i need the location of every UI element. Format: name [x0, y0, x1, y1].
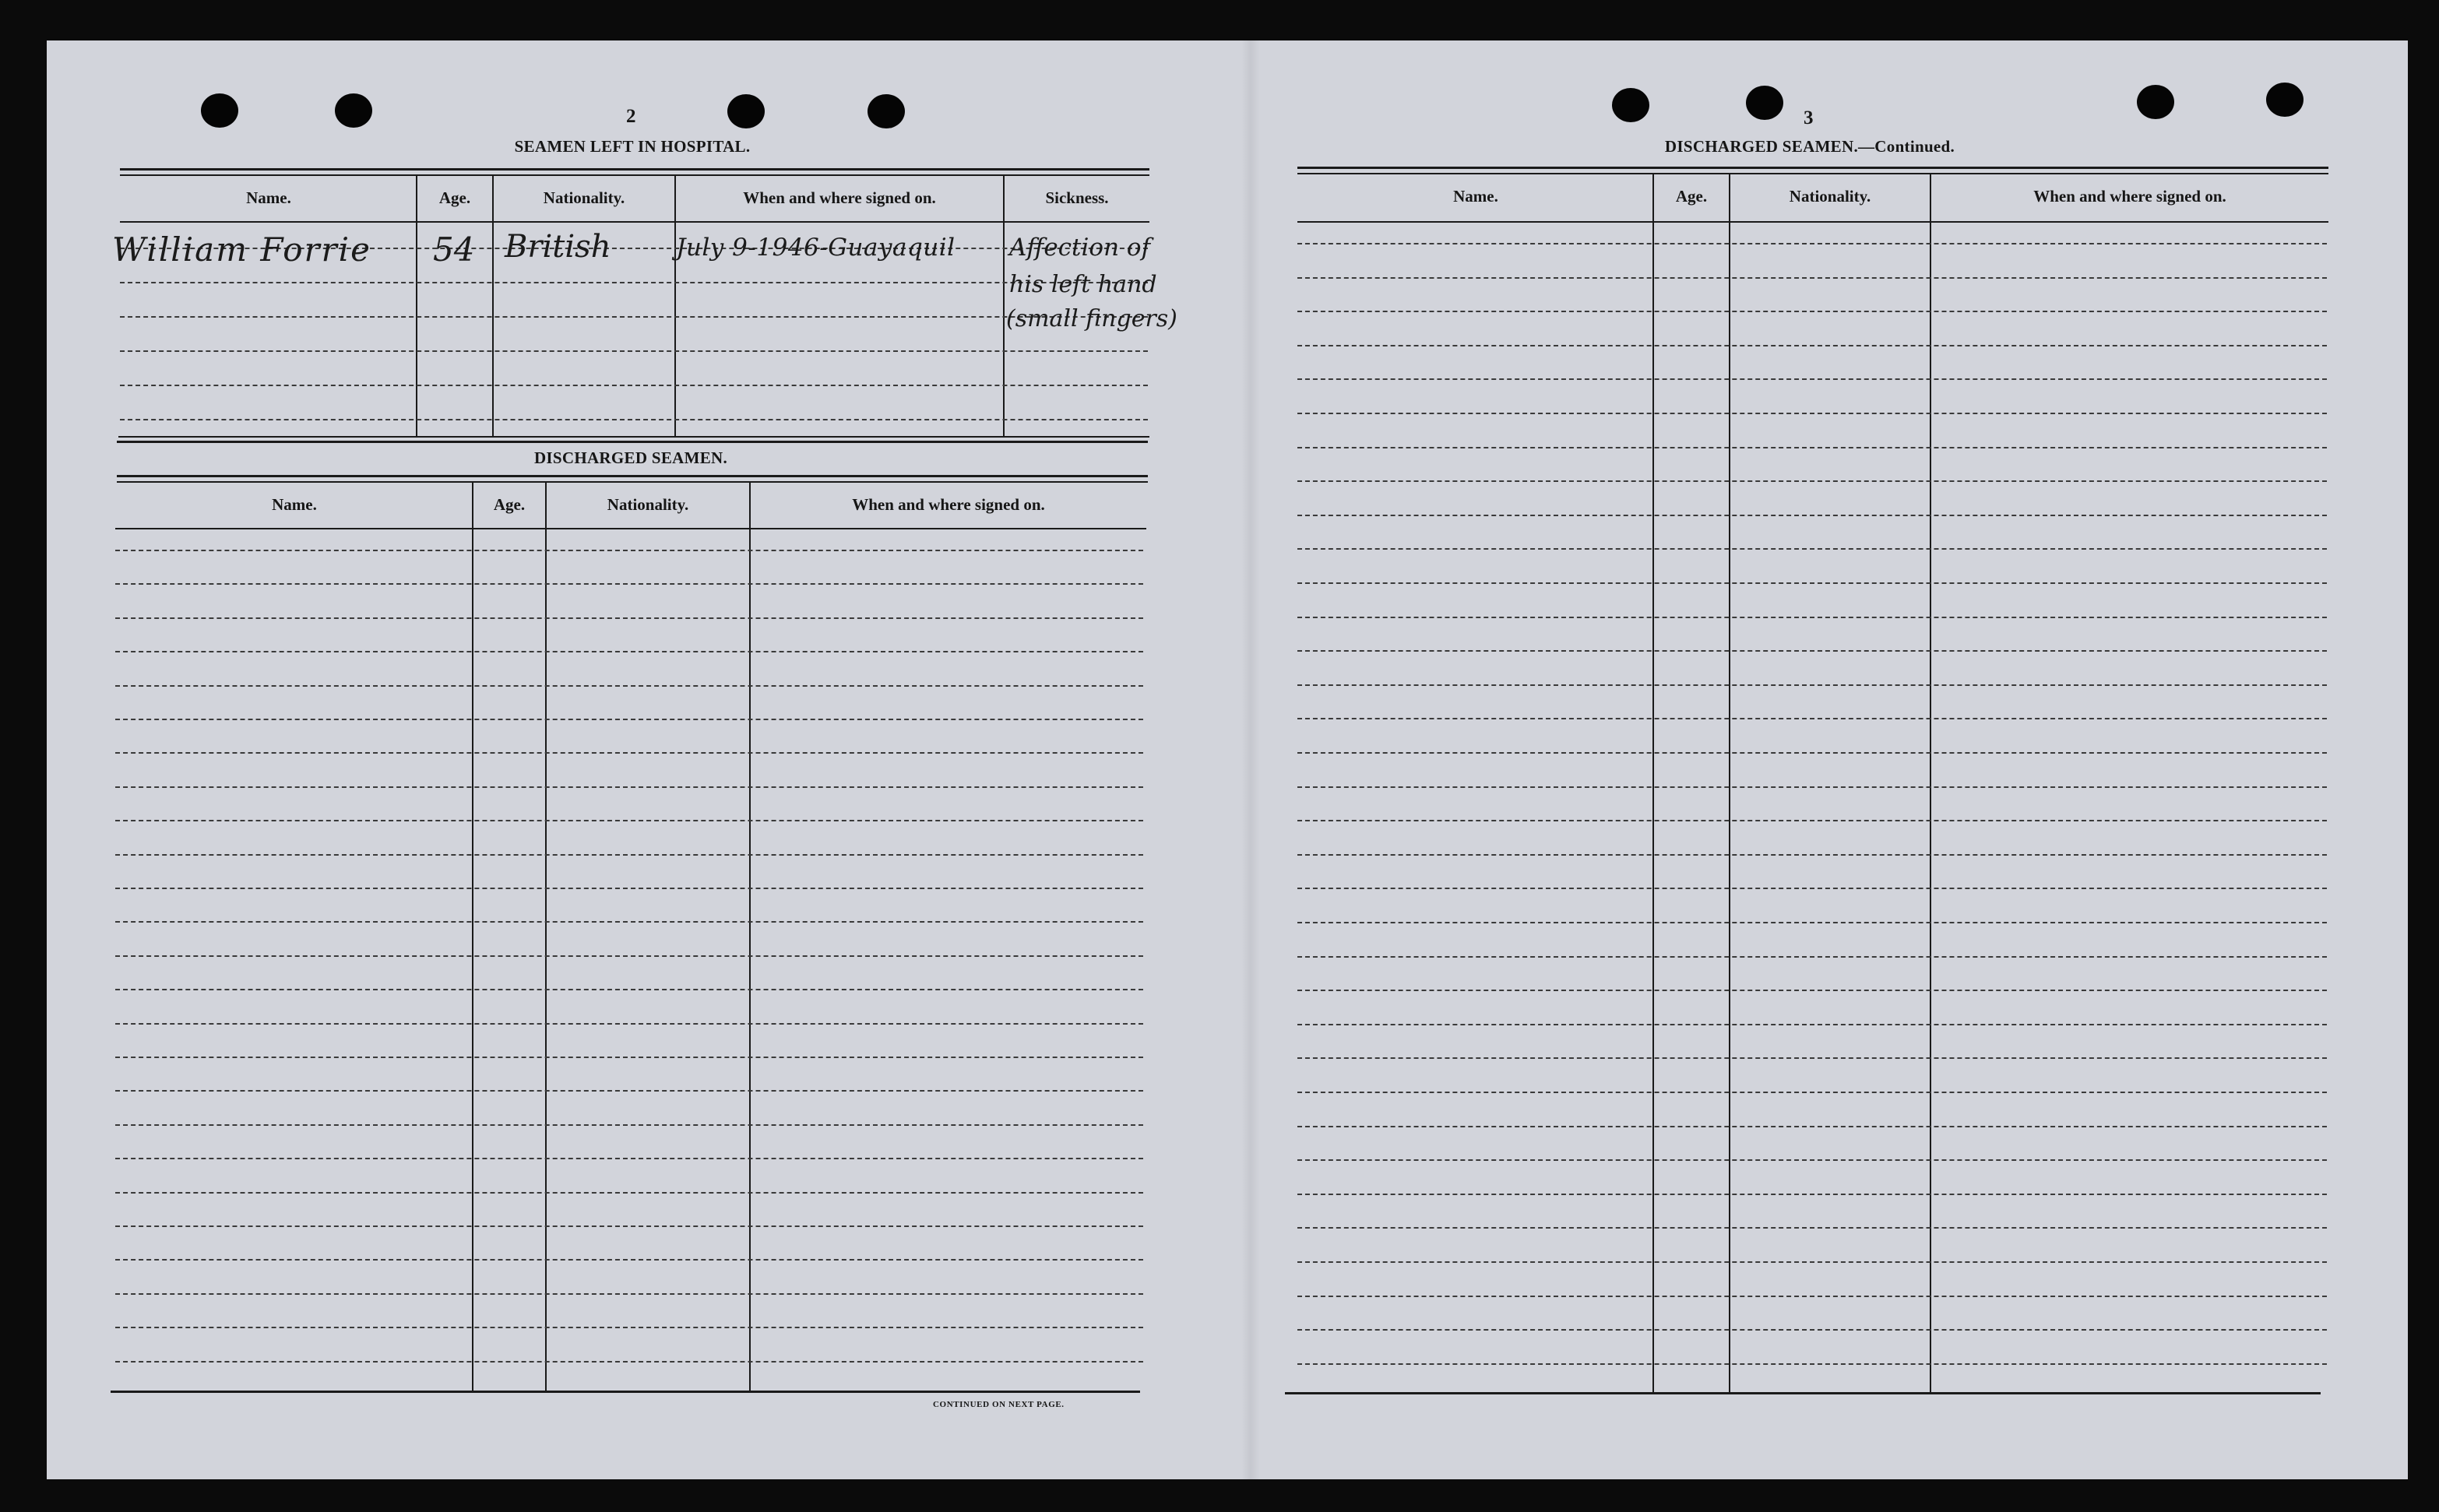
discharged-bottom-rule [111, 1391, 1140, 1393]
ruled-line [1297, 413, 2327, 414]
hospital-col-divider [1003, 174, 1005, 436]
ruled-line [1297, 1261, 2327, 1263]
hospital-entry-sickness-1: Affection of [1009, 234, 1151, 262]
hospital-section-title: SEAMEN LEFT IN HOSPITAL. [514, 137, 751, 156]
hospital-col-divider [492, 174, 494, 436]
right-bottom-rule [1285, 1392, 2321, 1394]
ruled-line [1297, 922, 2327, 923]
right-top-rule [1297, 167, 2328, 169]
ruled-line [115, 752, 1143, 754]
discharged-header-nationality: Nationality. [607, 495, 689, 514]
manifest-sheet [47, 40, 2408, 1479]
hospital-header-signed-on: When and where signed on. [743, 188, 936, 207]
ruled-line [1297, 243, 2327, 244]
right-section-title: DISCHARGED SEAMEN.—Continued. [1664, 137, 1955, 156]
ruled-line [115, 989, 1143, 990]
hospital-col-divider [674, 174, 676, 436]
hospital-entry-nationality: British [505, 229, 611, 265]
discharged-sub-rule-thin [117, 481, 1148, 483]
right-col-divider [1930, 173, 1931, 1392]
ruled-line [1297, 990, 2327, 991]
right-header-signed-on: When and where signed on. [2033, 187, 2226, 206]
continued-note: CONTINUED ON NEXT PAGE. [933, 1400, 1065, 1409]
ruled-line [120, 385, 1148, 386]
punch-hole [2137, 85, 2174, 119]
ruled-line [1297, 548, 2327, 550]
ruled-line [1297, 311, 2327, 312]
ruled-line [1297, 854, 2327, 856]
hospital-header-rule [120, 221, 1149, 223]
ruled-line [1297, 718, 2327, 719]
punch-hole [1612, 88, 1649, 122]
ruled-line [115, 955, 1143, 957]
discharged-sub-rule [117, 475, 1148, 477]
ruled-line [115, 1327, 1143, 1328]
ruled-line [115, 854, 1143, 856]
discharged-header-rule [115, 528, 1146, 529]
ruled-line [1297, 1227, 2327, 1229]
ruled-line [1297, 515, 2327, 516]
ruled-line [115, 583, 1143, 585]
discharged-header-name: Name. [272, 495, 317, 514]
ruled-line [120, 282, 1148, 283]
ruled-line [115, 1225, 1143, 1227]
punch-hole [2266, 83, 2304, 117]
ruled-line [115, 617, 1143, 619]
ruled-line [1297, 1057, 2327, 1059]
ruled-line [115, 651, 1143, 652]
hospital-entry-sickness-3: (small fingers) [1006, 305, 1177, 332]
ruled-line [1297, 650, 2327, 652]
hospital-entry-name: William Forrie [112, 230, 371, 269]
ruled-line [115, 1293, 1143, 1295]
ruled-line [120, 316, 1148, 318]
hospital-bottom-rule [118, 436, 1149, 438]
hospital-top-rule [120, 168, 1149, 171]
ruled-line [1297, 888, 2327, 889]
ruled-line [115, 1158, 1143, 1159]
ruled-line [115, 888, 1143, 889]
hospital-top-rule-thin [120, 174, 1149, 176]
ruled-line [1297, 1363, 2327, 1365]
ruled-line [115, 1090, 1143, 1092]
ruled-line [115, 685, 1143, 687]
hospital-header-nationality: Nationality. [543, 188, 625, 207]
ruled-line [1297, 820, 2327, 821]
hospital-header-sickness: Sickness. [1045, 188, 1109, 207]
ruled-line [1297, 1092, 2327, 1093]
ruled-line [1297, 617, 2327, 618]
hospital-header-age: Age. [438, 188, 471, 207]
hospital-entry-sickness-2: his left hand [1009, 271, 1157, 298]
ruled-line [115, 1023, 1143, 1025]
discharged-header-age: Age. [493, 495, 526, 514]
ruled-line [115, 1259, 1143, 1261]
ruled-line [115, 719, 1143, 720]
ruled-line [115, 786, 1143, 788]
ruled-line [115, 550, 1143, 551]
hospital-col-divider [416, 174, 417, 436]
ruled-line [115, 1124, 1143, 1126]
ruled-line [1297, 378, 2327, 380]
ruled-line [115, 921, 1143, 923]
hospital-entry-age: 54 [433, 230, 475, 269]
ruled-line [120, 419, 1148, 420]
page-gutter [1241, 40, 1260, 1479]
punch-hole [868, 94, 905, 128]
right-col-divider [1652, 173, 1654, 1392]
right-header-nationality: Nationality. [1789, 187, 1871, 206]
ruled-line [1297, 480, 2327, 482]
right-header-rule [1297, 221, 2328, 223]
right-header-age: Age. [1675, 187, 1708, 206]
ruled-line [1297, 1329, 2327, 1331]
ruled-line [1297, 582, 2327, 584]
right-header-name: Name. [1453, 187, 1498, 206]
ruled-line [1297, 447, 2327, 448]
punch-hole [335, 93, 372, 128]
ruled-line [120, 350, 1148, 352]
hospital-header-name: Name. [246, 188, 291, 207]
ruled-line [1297, 752, 2327, 754]
right-page-number: 3 [1804, 107, 1814, 128]
discharged-header-signed-on: When and where signed on. [852, 495, 1045, 514]
discharged-section-title: DISCHARGED SEAMEN. [533, 448, 728, 467]
ruled-line [1297, 956, 2327, 958]
ruled-line [115, 1361, 1143, 1363]
ruled-line [1297, 684, 2327, 686]
hospital-entry-signed-on: July 9-1946-Guayaquil [676, 234, 956, 262]
ruled-line [1297, 345, 2327, 346]
discharged-top-rule [117, 441, 1148, 443]
ruled-line [1297, 1159, 2327, 1161]
ruled-line [1297, 1296, 2327, 1297]
punch-hole [727, 94, 765, 128]
left-page-number: 2 [626, 106, 636, 127]
ruled-line [1297, 1194, 2327, 1195]
ruled-line [115, 820, 1143, 821]
punch-hole [1746, 86, 1783, 120]
punch-hole [201, 93, 238, 128]
right-col-divider [1729, 173, 1730, 1392]
ruled-line [1297, 277, 2327, 279]
right-top-rule-thin [1297, 173, 2328, 174]
ruled-line [1297, 1126, 2327, 1127]
ruled-line [115, 1057, 1143, 1058]
ruled-line [115, 1192, 1143, 1194]
ruled-line [1297, 1024, 2327, 1025]
ruled-line [1297, 786, 2327, 788]
